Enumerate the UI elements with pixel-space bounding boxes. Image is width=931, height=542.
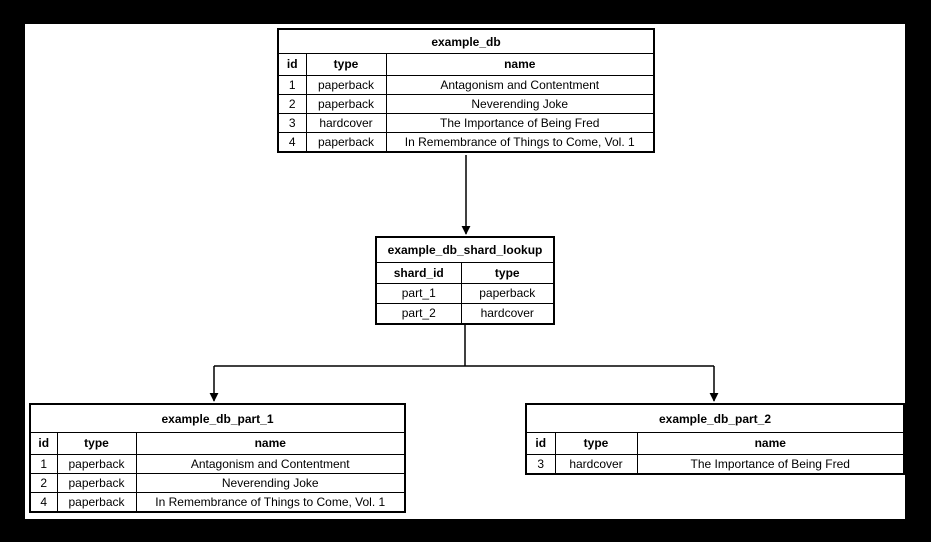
cell-type: paperback [306, 132, 386, 151]
column-header-shard-id: shard_id [377, 263, 461, 283]
cell-id: 1 [279, 75, 306, 94]
table-part-1-title: example_db_part_1 [31, 405, 404, 433]
cell-name: Antagonism and Contentment [136, 454, 404, 473]
cell-id: 2 [279, 94, 306, 113]
cell-id: 3 [527, 454, 555, 473]
column-header-id: id [279, 54, 306, 75]
cell-id: 1 [31, 454, 57, 473]
table-row [527, 454, 903, 473]
cell-name: The Importance of Being Fred [637, 454, 903, 473]
cell-type: paperback [57, 473, 136, 492]
cell-id: 3 [279, 113, 306, 132]
table-part-1 [29, 403, 406, 513]
table-example-db-grid [279, 54, 653, 151]
column-header-type: type [461, 263, 553, 283]
table-shard-lookup [375, 236, 555, 325]
cell-shard-id: part_1 [377, 283, 461, 303]
cell-type: hardcover [306, 113, 386, 132]
cell-type: paperback [306, 75, 386, 94]
cell-type: paperback [57, 492, 136, 511]
cell-name: In Remembrance of Things to Come, Vol. 1 [386, 132, 653, 151]
column-header-type: type [555, 433, 637, 454]
table-part-2-title: example_db_part_2 [527, 405, 903, 433]
table-row [279, 94, 653, 113]
column-header-type: type [306, 54, 386, 75]
connector-split [214, 325, 714, 366]
column-header-id: id [31, 433, 57, 454]
table-part-2-grid [527, 433, 903, 473]
column-header-name: name [136, 433, 404, 454]
cell-id: 4 [279, 132, 306, 151]
table-row [31, 473, 404, 492]
table-shard-lookup-title: example_db_shard_lookup [377, 238, 553, 263]
header-row [377, 263, 553, 283]
table-row [377, 283, 553, 303]
column-header-name: name [386, 54, 653, 75]
diagram-canvas [25, 24, 905, 519]
table-row [279, 113, 653, 132]
cell-name: Neverending Joke [136, 473, 404, 492]
cell-name: Antagonism and Contentment [386, 75, 653, 94]
column-header-id: id [527, 433, 555, 454]
table-example-db [277, 28, 655, 153]
column-header-type: type [57, 433, 136, 454]
cell-name: Neverending Joke [386, 94, 653, 113]
table-example-db-title: example_db [279, 30, 653, 54]
cell-type: paperback [461, 283, 553, 303]
cell-type: hardcover [555, 454, 637, 473]
column-header-name: name [637, 433, 903, 454]
cell-type: paperback [306, 94, 386, 113]
table-row [31, 492, 404, 511]
table-part-1-grid [31, 433, 404, 511]
table-shard-lookup-grid [377, 263, 553, 323]
table-row [377, 303, 553, 323]
cell-id: 2 [31, 473, 57, 492]
cell-shard-id: part_2 [377, 303, 461, 323]
cell-type: paperback [57, 454, 136, 473]
cell-type: hardcover [461, 303, 553, 323]
header-row [527, 433, 903, 454]
header-row [279, 54, 653, 75]
table-row [31, 454, 404, 473]
table-row [279, 75, 653, 94]
cell-name: The Importance of Being Fred [386, 113, 653, 132]
table-part-2 [525, 403, 905, 475]
table-row [279, 132, 653, 151]
header-row [31, 433, 404, 454]
cell-id: 4 [31, 492, 57, 511]
cell-name: In Remembrance of Things to Come, Vol. 1 [136, 492, 404, 511]
